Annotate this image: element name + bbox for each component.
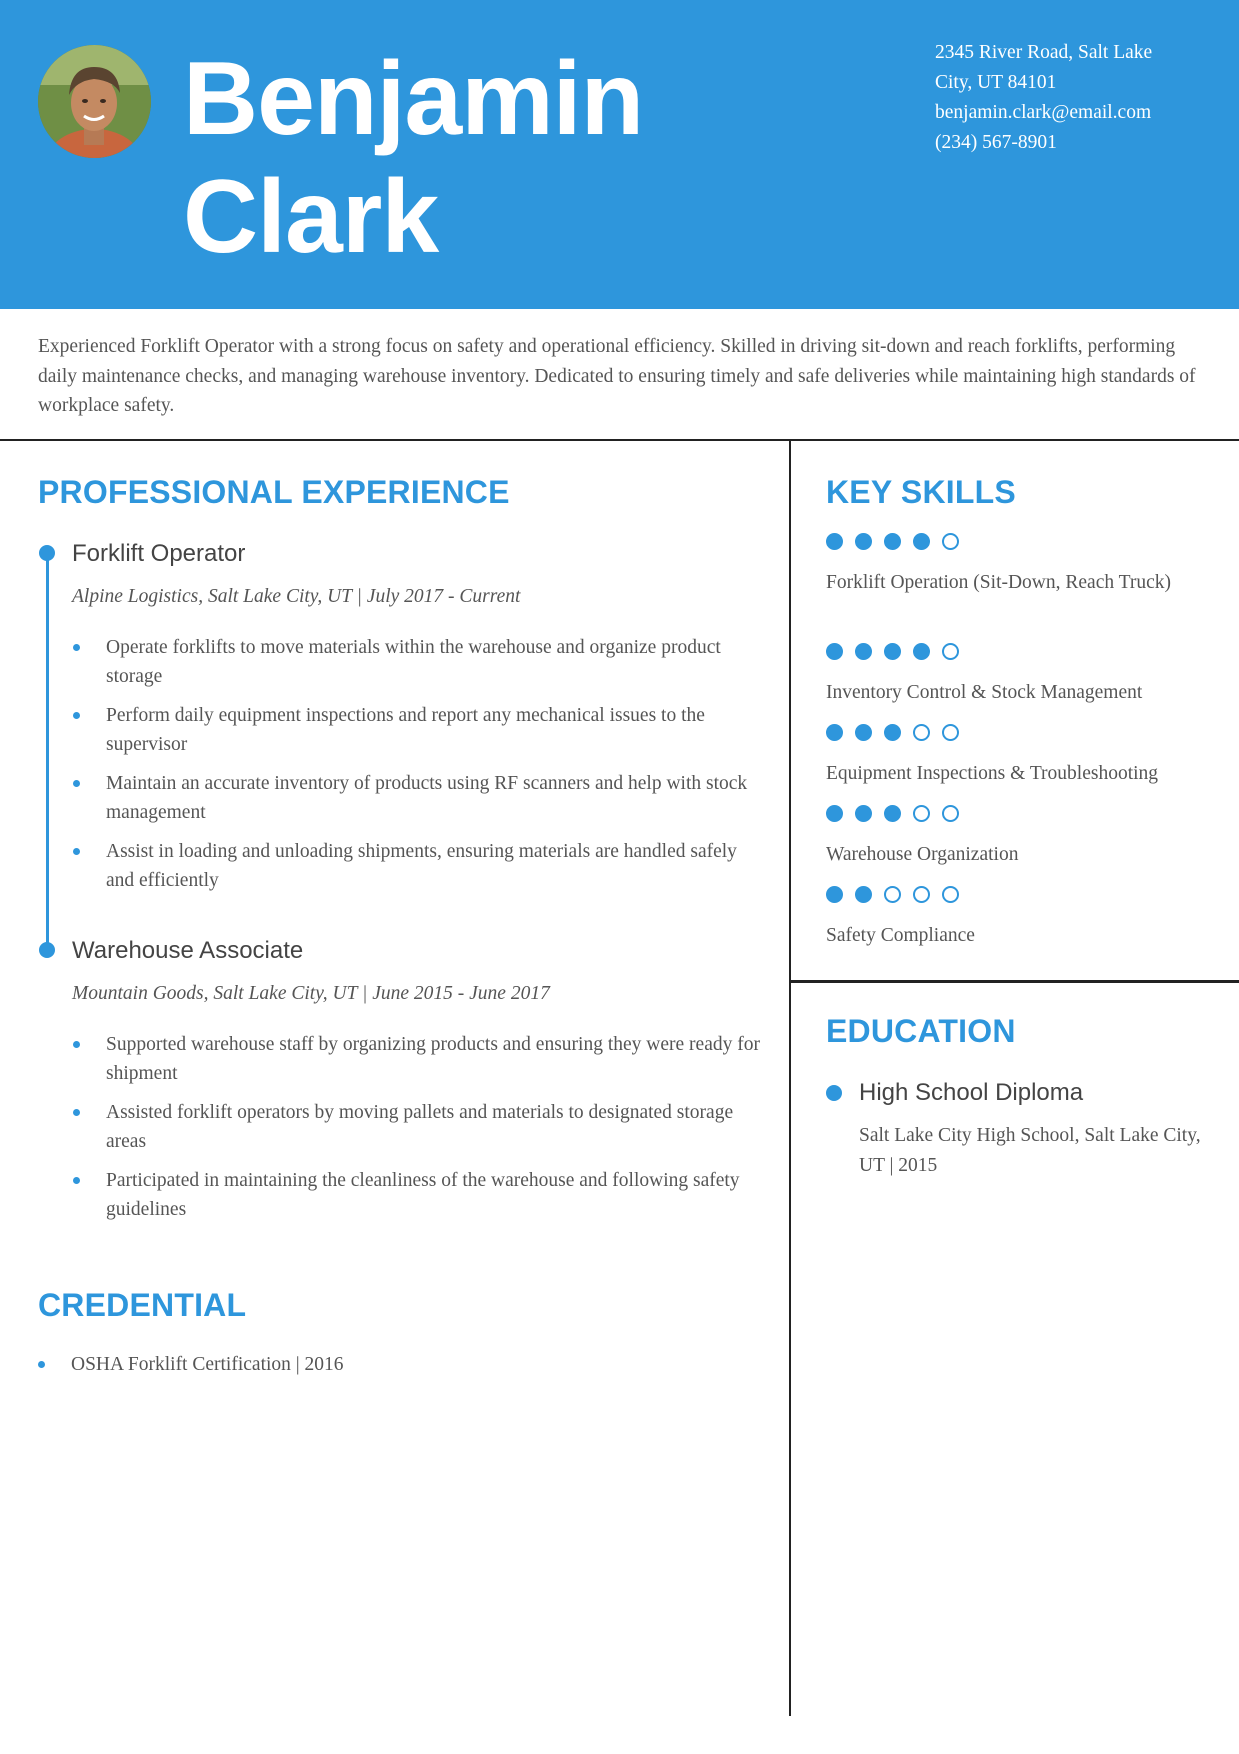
- divider-vertical: [789, 440, 791, 1716]
- list-item: Perform daily equipment inspections and report any mechanical issues to the supervisor: [72, 701, 762, 759]
- education-degree: High School Diploma: [859, 1079, 1084, 1106]
- education-dot: [826, 1085, 842, 1101]
- address-line-2: City, UT 84101: [935, 72, 1057, 93]
- rating-dot-empty: [913, 805, 930, 822]
- rating-dot-filled: [855, 805, 872, 822]
- rating-dot-filled: [913, 533, 930, 550]
- last-name: Clark: [183, 159, 439, 275]
- bullet-icon: [73, 712, 80, 719]
- rating-dot-empty: [913, 724, 930, 741]
- bullet-icon: [38, 1361, 45, 1368]
- skill-name: Forklift Operation (Sit-Down, Reach Truck): [826, 572, 1172, 593]
- rating-dot-filled: [826, 724, 843, 741]
- list-item: Maintain an accurate inventory of products using RF scanners and help with stock management: [72, 769, 762, 827]
- rating-dot-filled: [826, 805, 843, 822]
- skill-name: Equipment Inspections & Troubleshooting: [826, 763, 1159, 784]
- rating-dot-filled: [826, 886, 843, 903]
- bullet-icon: [73, 1041, 80, 1048]
- rating-dot-empty: [942, 805, 959, 822]
- header-banner: [0, 0, 1239, 309]
- job-meta: Mountain Goods, Salt Lake City, UT | June 2015 - June 2017: [72, 983, 550, 1004]
- job-title: Forklift Operator: [72, 540, 246, 567]
- bullet-icon: [73, 1109, 80, 1116]
- skill-rating: [826, 643, 1206, 661]
- list-item: Supported warehouse staff by organizing products and ensuring they were ready for shipment: [72, 1030, 762, 1088]
- address-line-1: 2345 River Road, Salt Lake: [935, 42, 1153, 63]
- skills-heading: KEY SKILLS: [826, 474, 1016, 510]
- credential-item: OSHA Forklift Certification | 2016: [38, 1350, 344, 1379]
- avatar-portrait: [38, 45, 151, 158]
- job-bullets: [72, 1030, 762, 1234]
- divider-top: [0, 439, 1239, 441]
- bullet-icon: [73, 848, 80, 855]
- bullet-icon: [73, 780, 80, 787]
- timeline-dot: [39, 545, 55, 561]
- skill-item: [826, 886, 1206, 950]
- rating-dot-empty: [884, 886, 901, 903]
- rating-dot-filled: [884, 724, 901, 741]
- summary: Experienced Forklift Operator with a strong focus on safety and operational efficiency. Skilled in driving sit-down and reach forklifts, performing daily maintenance checks, and managing warehouse inventory. Dedicated to ensuring timely and safe deliveries while maintaining high standards of workplace safety.: [38, 336, 1196, 416]
- education-school: Salt Lake City High School, Salt Lake City, UT | 2015: [859, 1125, 1201, 1176]
- skill-item: [826, 805, 1206, 869]
- rating-dot-empty: [942, 643, 959, 660]
- rating-dot-filled: [913, 643, 930, 660]
- skill-rating: [826, 533, 1206, 551]
- credential-heading: CREDENTIAL: [38, 1287, 247, 1323]
- timeline-line: [46, 552, 49, 952]
- experience-heading: PROFESSIONAL EXPERIENCE: [38, 474, 510, 510]
- skill-name: Inventory Control & Stock Management: [826, 682, 1143, 703]
- rating-dot-empty: [942, 724, 959, 741]
- skill-rating: [826, 805, 1206, 823]
- list-item: Assisted forklift operators by moving pallets and materials to designated storage areas: [72, 1098, 762, 1156]
- rating-dot-empty: [913, 886, 930, 903]
- list-item: Operate forklifts to move materials within the warehouse and organize product storage: [72, 633, 762, 691]
- rating-dot-empty: [942, 533, 959, 550]
- phone[interactable]: (234) 567-8901: [935, 132, 1057, 153]
- rating-dot-filled: [855, 643, 872, 660]
- email[interactable]: benjamin.clark@email.com: [935, 102, 1152, 123]
- job-title: Warehouse Associate: [72, 937, 304, 964]
- rating-dot-filled: [855, 533, 872, 550]
- rating-dot-filled: [826, 533, 843, 550]
- skill-item: [826, 643, 1206, 707]
- bullet-icon: [73, 1177, 80, 1184]
- education-heading: EDUCATION: [826, 1013, 1016, 1049]
- skill-item: [826, 533, 1206, 597]
- avatar: [38, 45, 151, 158]
- list-item: Assist in loading and unloading shipments, ensuring materials are handled safely and efficiently: [72, 837, 762, 895]
- skill-name: Warehouse Organization: [826, 844, 1019, 865]
- job-bullets: [72, 633, 762, 905]
- timeline-dot: [39, 942, 55, 958]
- rating-dot-filled: [884, 533, 901, 550]
- skill-rating: [826, 886, 1206, 904]
- rating-dot-filled: [855, 724, 872, 741]
- skill-item: [826, 724, 1206, 788]
- rating-dot-filled: [855, 886, 872, 903]
- contact-info: [935, 38, 1225, 158]
- skill-name: Safety Compliance: [826, 925, 975, 946]
- list-item: Participated in maintaining the cleanliness of the warehouse and following safety guidelines: [72, 1166, 762, 1224]
- rating-dot-empty: [942, 886, 959, 903]
- bullet-icon: [73, 644, 80, 651]
- candidate-name: [183, 40, 643, 276]
- divider-right: [790, 980, 1239, 983]
- first-name: Benjamin: [183, 41, 644, 157]
- job-meta: Alpine Logistics, Salt Lake City, UT | July 2017 - Current: [72, 586, 521, 607]
- rating-dot-filled: [826, 643, 843, 660]
- rating-dot-filled: [884, 643, 901, 660]
- skill-rating: [826, 724, 1206, 742]
- rating-dot-filled: [884, 805, 901, 822]
